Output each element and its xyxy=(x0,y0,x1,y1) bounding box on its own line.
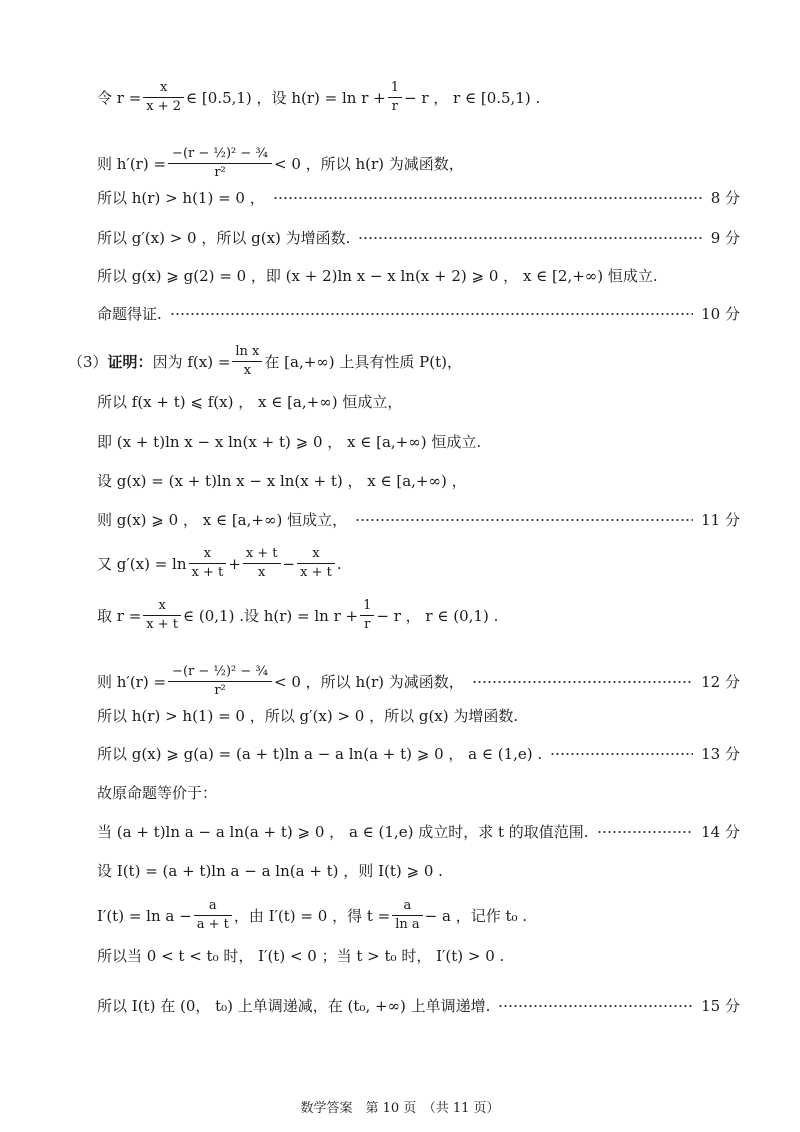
dot-leader xyxy=(355,519,693,521)
line-inequality: 即 (x + t)ln x − x ln(x + t) ⩾ 0 ， x ∈ [a,+∞) 恒成立. xyxy=(97,433,482,451)
score-label: 14 分 xyxy=(701,823,740,841)
line-define-I: 设 I(t) = (a + t)ln a − a ln(a + t) ，则 I(t) ⩾ 0 . xyxy=(97,862,443,880)
dot-leader xyxy=(358,237,702,239)
score-label: 9 分 xyxy=(710,229,740,247)
line-property: 所以 f(x + t) ⩽ f(x) ， x ∈ [a,+∞) 恒成立， xyxy=(97,393,403,411)
line-proved: 命题得证. 10 分 xyxy=(97,305,740,323)
line-derivative-h-2: 则 h′(r) = $\frac{\text{−(r − ½)² − ¾}}{\text{r²}}$ < 0 ，所以 h(r) 为减函数， 12 分 xyxy=(97,664,740,698)
line-monotonicity: 所以 I(t) 在 (0， t₀) 上单调递减，在 (t₀, +∞) 上单调递增. 15 分 xyxy=(97,997,740,1015)
fraction: $\frac{\text{ln x}}{x}$ xyxy=(232,344,262,379)
fraction: $\frac{a}{\text{ln a}}$ xyxy=(392,898,422,933)
line-derivative-h: 则 h′(r) = $\frac{\text{−(r − ½)² − ¾}}{\text{r²}}$ < 0 ，所以 h(r) 为减函数， xyxy=(97,146,464,180)
fraction: $\frac{x + t}{x}$ xyxy=(243,546,281,581)
dot-leader xyxy=(498,1005,693,1007)
score-label: 11 分 xyxy=(701,511,740,529)
line-g-derivative: 又 g′(x) = ln $\frac{x}{x + t}$ + $\frac{x + t}{x}$ − $\frac{x}{x + t}$ . xyxy=(97,546,342,580)
dot-leader xyxy=(550,753,693,755)
fraction: $\frac{\text{−(r − ½)² − ¾}}{\text{r²}}$ xyxy=(168,146,272,181)
score-label: 10 分 xyxy=(701,305,740,323)
fraction: $\frac{x}{x + t}$ xyxy=(297,546,335,581)
dot-leader xyxy=(472,681,693,683)
line-equivalent: 故原命题等价于： xyxy=(97,784,218,802)
fraction: $\frac{1}{r}$ xyxy=(360,598,374,633)
score-label: 13 分 xyxy=(701,745,740,763)
line-g-increasing-2: 所以 h(r) > h(1) = 0 ，所以 g′(x) > 0 ，所以 g(x) 为增函数. xyxy=(97,707,519,725)
line-take-r: 取 r = $\frac{x}{x + t}$ ∈ (0,1) .设 h(r) = ln r + $\frac{1}{r}$ − r ， r ∈ (0,1) . xyxy=(97,598,499,632)
line-substitution-r: 令 r = $\frac{x}{x + 2}$ ∈ [0.5,1) ，设 h(r) = ln r + $\frac{1}{r}$ − r ， r ∈ [0.5,1) . xyxy=(97,80,541,114)
fraction: $\frac{x}{x + t}$ xyxy=(143,598,181,633)
line-g-bound: 所以 g(x) ⩾ g(2) = 0 ，即 (x + 2)ln x − x ln(x + 2) ⩾ 0 ， x ∈ [2,+∞) 恒成立. xyxy=(97,267,658,285)
dot-leader xyxy=(597,831,694,833)
line-g-nonneg: 则 g(x) ⩾ 0 ， x ∈ [a,+∞) 恒成立， 11 分 xyxy=(97,511,740,529)
line-h-positive: 所以 h(r) > h(1) = 0 ， 8 分 xyxy=(97,189,740,207)
line-find-t-range: 当 (a + t)ln a − a ln(a + t) ⩾ 0 ， a ∈ (1,e) 成立时，求 t 的取值范围. 14 分 xyxy=(97,823,740,841)
score-label: 12 分 xyxy=(701,672,740,691)
fraction: $\frac{a}{a + t}$ xyxy=(194,898,232,933)
line-g-of-a: 所以 g(x) ⩾ g(a) = (a + t)ln a − a ln(a + t) ⩾ 0 ， a ∈ (1,e) . 13 分 xyxy=(97,745,740,763)
page-footer: 数学答案 第 10 页 （共 11 页） xyxy=(300,1101,500,1116)
line-define-g: 设 g(x) = (x + t)ln x − x ln(x + t) ， x ∈ [a,+∞) ， xyxy=(97,472,467,490)
line-I-derivative: I′(t) = ln a − $\frac{a}{a + t}$ ，由 I′(t) = 0 ，得 t = $\frac{a}{\text{ln a}}$ − a ，记作 t₀ . xyxy=(97,898,528,932)
fraction: $\frac{\text{−(r − ½)² − ¾}}{\text{r²}}$ xyxy=(168,664,272,699)
dot-leader xyxy=(273,197,703,199)
score-label: 8 分 xyxy=(710,189,740,207)
score-label: 15 分 xyxy=(701,997,740,1015)
line-g-increasing: 所以 g′(x) > 0 ，所以 g(x) 为增函数. 9 分 xyxy=(97,229,740,247)
fraction: $\frac{1}{r}$ xyxy=(388,80,402,115)
fraction: $\frac{x}{x + 2}$ xyxy=(143,80,184,115)
section-3-heading: （3） 证明： 因为 f(x) = $\frac{\text{ln x}}{x}$ 在 [a,+∞) 上具有性质 P(t)， xyxy=(68,344,462,378)
line-sign-analysis: 所以当 0 < t < t₀ 时， I′(t) < 0 ；当 t > t₀ 时， I′(t) > 0 . xyxy=(97,947,505,965)
dot-leader xyxy=(170,313,693,315)
fraction: $\frac{x}{x + t}$ xyxy=(189,546,227,581)
